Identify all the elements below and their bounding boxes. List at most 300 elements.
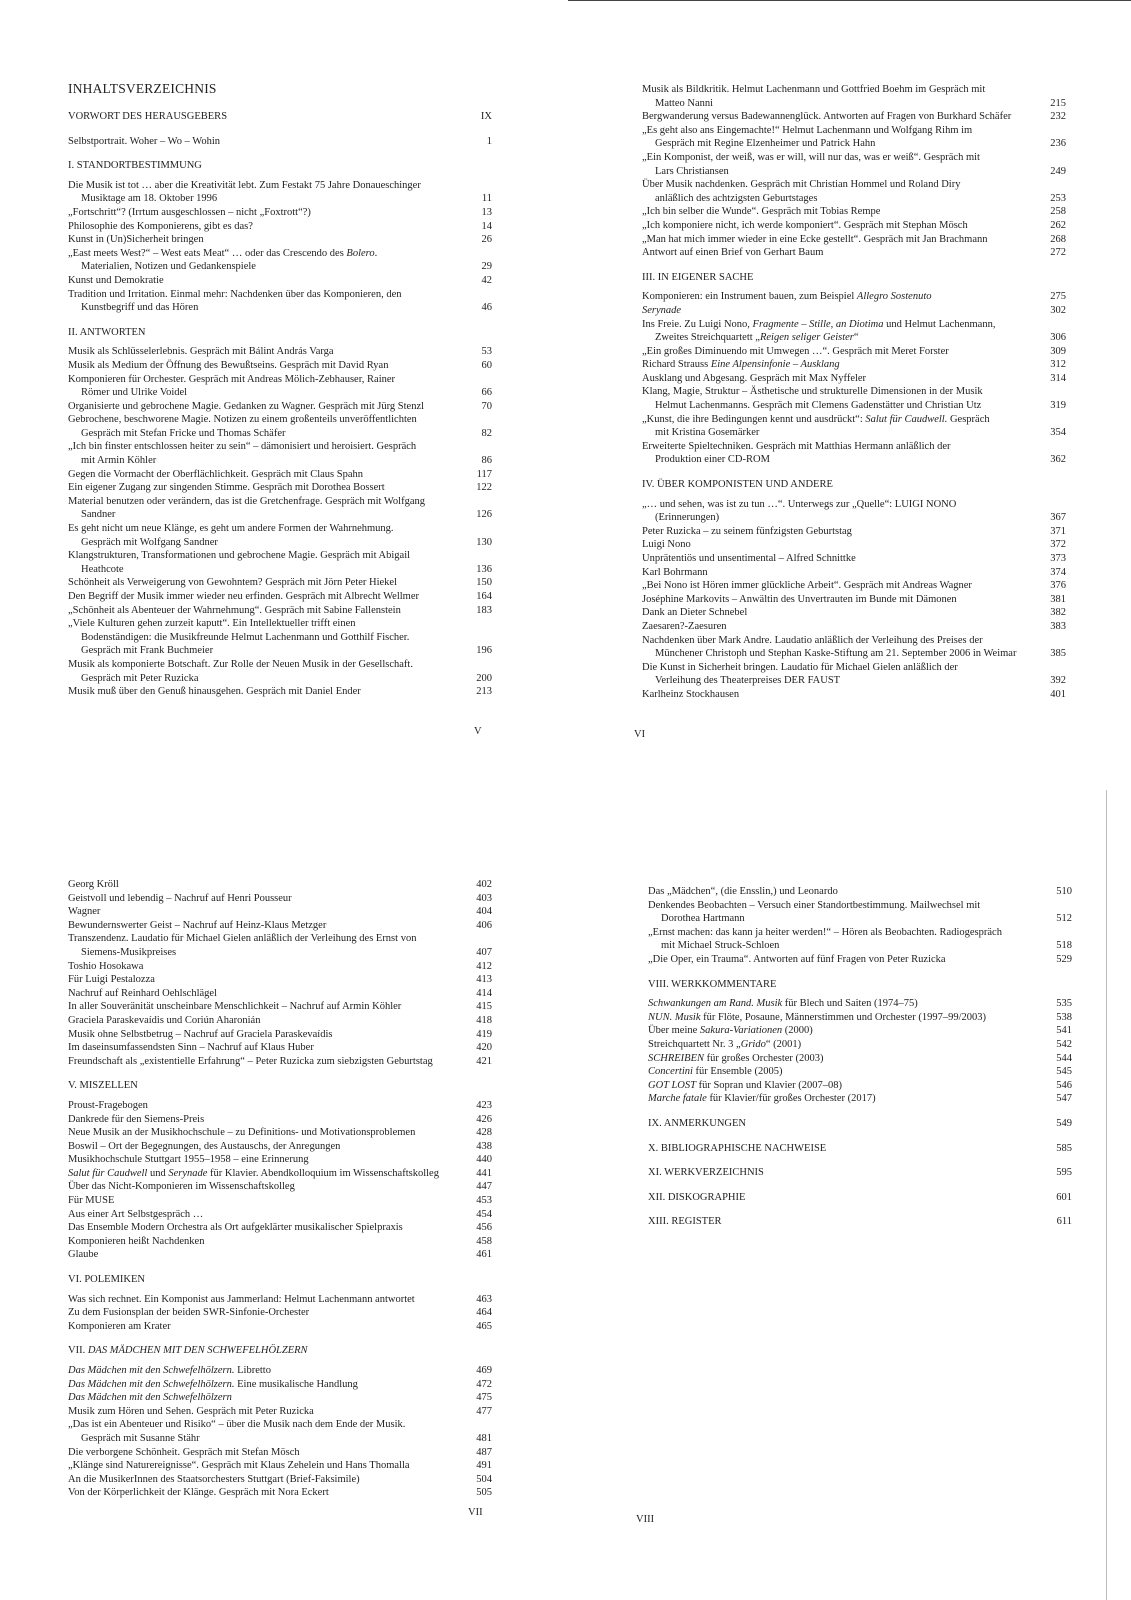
toc-entry (68, 878, 492, 892)
toc-entry-title (68, 206, 462, 220)
section-heading-label: VORWORT DES HERAUSGEBERS (68, 111, 228, 122)
toc-entry-text-part: Das Mädchen mit den Schwefelhölzern. (68, 1365, 235, 1376)
toc-entry-text-part: Musik als Medium der Öffnung des Bewußtseins. Gespräch mit David Ryan (68, 359, 389, 371)
toc-entry-text-part: Tradition und Irritation. Einmal mehr: Nachdenken über das Komponieren, den (68, 288, 402, 300)
toc-entry (68, 1235, 492, 1249)
section-heading-label: V. MISZELLEN (68, 1080, 138, 1092)
toc-entry-title (68, 1140, 462, 1154)
toc-entry (68, 135, 492, 149)
toc-entry-title (68, 1364, 462, 1378)
toc-entry-line (68, 220, 454, 234)
section-heading (648, 1166, 1072, 1180)
toc-entry-continuation (648, 939, 1034, 953)
toc-entry-title (68, 878, 462, 892)
section-heading-text (648, 1166, 1042, 1180)
toc-section (68, 1273, 492, 1333)
toc-entry-text-part: Luigi Nono (642, 539, 691, 551)
toc-entry-text-part: Siemens-Musikpreises (81, 946, 177, 958)
toc-entry-continuation (68, 386, 454, 400)
toc-entry-text-part: Im daseinsumfassendsten Sinn – Nachruf auf Klaus Huber (68, 1042, 314, 1054)
toc-entry (642, 290, 1066, 304)
toc-entry (642, 318, 1066, 345)
section-heading-label: VI. POLEMIKEN (68, 1274, 145, 1286)
toc-entry-text-part: Kunstbegriff und das Hören (81, 302, 199, 314)
toc-entry-title (648, 1065, 1042, 1079)
toc-entry-text-part: „Das ist ein Abenteuer und Risiko“ – über die Musik nach dem Ende der Musik. (68, 1419, 406, 1431)
toc-entry-text-part: Joséphine Markovits – Anwältin des Unvertrauten im Bunde mit Dämonen (642, 593, 957, 605)
toc-entry (642, 440, 1066, 467)
toc-entry-text-part: „Ein großes Diminuendo mit Umwegen …“. Gespräch mit Meret Forster (642, 345, 949, 357)
toc-entry-title (68, 987, 462, 1001)
toc-page-number: 418 (476, 1014, 492, 1026)
toc-section (648, 885, 1072, 967)
toc-entry-line (648, 926, 1034, 940)
toc-page-number: 458 (476, 1235, 492, 1247)
toc-page-number: 130 (476, 536, 492, 548)
toc-entry-line (648, 1065, 1034, 1079)
toc-entry-line (642, 233, 1028, 247)
toc-section (648, 1166, 1072, 1180)
toc-entry (68, 345, 492, 359)
toc-page-number: 150 (476, 577, 492, 589)
toc-entry (68, 1208, 492, 1222)
toc-entry-continuation (68, 536, 454, 550)
toc-entry (68, 1221, 492, 1235)
toc-entry-text-part: Komponieren für Orchester. Gespräch mit Andreas Mölich-Zebhauser, Rainer (68, 373, 396, 385)
toc-entry (68, 1028, 492, 1042)
toc-section (68, 135, 492, 149)
toc-entry (68, 413, 492, 440)
toc-entry-text-part: Georg Kröll (68, 879, 119, 890)
section-heading-text (68, 110, 462, 124)
scan-edge-top (568, 0, 1131, 1)
toc-entry-line (68, 522, 454, 536)
toc-entry-line (642, 661, 1028, 675)
section-heading-label: II. ANTWORTEN (68, 326, 146, 338)
toc-entry (642, 498, 1066, 525)
toc-page-number: 469 (476, 1365, 492, 1376)
toc-entry-text-part: Matteo Nanni (655, 97, 714, 109)
toc-entry (642, 579, 1066, 593)
toc-entry-line (68, 1099, 454, 1113)
toc-page-number: 504 (476, 1473, 492, 1485)
toc-entry-title (68, 973, 462, 987)
toc-entry-line (68, 973, 454, 987)
toc-entry-title (68, 1248, 462, 1262)
toc-page-number: 309 (1050, 345, 1066, 357)
toc-entry-text-part: Heathcote (81, 563, 124, 575)
toc-section (648, 1215, 1072, 1229)
toc-page-number: 481 (476, 1432, 492, 1444)
section-heading-text (642, 479, 833, 490)
toc-page-number: 512 (1056, 913, 1072, 925)
section-heading-label: XI. WERKVERZEICHNIS (648, 1167, 764, 1179)
toc-entry-text-part: und Helmut Lachenmann, (883, 318, 996, 330)
toc-entry-line (68, 685, 454, 699)
toc-entry (642, 385, 1066, 412)
toc-entry-title (648, 1079, 1042, 1093)
toc-entry (648, 885, 1072, 899)
toc-page-number: 456 (476, 1222, 492, 1234)
toc-entry-title (68, 288, 462, 315)
toc-entry (68, 1140, 492, 1154)
toc-entry-text-part: und (147, 1167, 169, 1179)
toc-entry (648, 1092, 1072, 1106)
toc-entry (642, 593, 1066, 607)
toc-entry-text-part: Gespräch mit Peter Ruzicka (81, 672, 199, 684)
toc-entry-text-part: Allegro Sostenuto (856, 291, 932, 303)
scan-edge-right (1106, 790, 1107, 1600)
toc-entry-text-part: für Flöte, Posaune, Männerstimmen und Orchester (1997–99/2003) (700, 1011, 986, 1023)
toc-entry (68, 1418, 492, 1445)
toc-entry-title (642, 233, 1036, 247)
toc-entry-text-part: Neue Musik an der Musikhochschule – zu Definitions- und Motivationsproblemen (68, 1127, 416, 1139)
toc-entry-title (642, 538, 1036, 552)
toc-entry-continuation (642, 137, 1028, 151)
toc-entry-text-part: Es geht nicht um neue Klänge, es geht um andere Formen der Wahrnehmung. (68, 523, 394, 535)
toc-entry-title (642, 579, 1036, 593)
toc-entry (68, 590, 492, 604)
toc-entry-text-part: für Klavier. Abendkolloquium im Wissenschaftskolleg (207, 1167, 439, 1179)
section-heading (648, 1215, 1072, 1229)
toc-entry-title (642, 634, 1036, 661)
toc-entry-title (642, 606, 1036, 620)
toc-page-number: 312 (1050, 359, 1066, 371)
toc-entry-line (68, 960, 454, 974)
toc-entry-line (642, 358, 1028, 372)
toc-entry-text-part: Das Mädchen mit den Schwefelhölzern (68, 1392, 232, 1404)
toc-entry-title (68, 1113, 462, 1127)
toc-entry-text-part: Streichquartett Nr. 3 „ (648, 1038, 741, 1050)
toc-entry-text-part: Gespräch mit Wolfgang Sandner (81, 536, 218, 548)
toc-entry-text-part: Material benutzen oder verändern, das ist die Gretchenfrage. Gespräch mit Wolfgang (68, 495, 425, 507)
toc-page-number: 413 (476, 974, 492, 986)
toc-entry-line (642, 219, 1028, 233)
toc-page-number: 461 (476, 1249, 492, 1261)
toc-entry-title (68, 576, 462, 590)
toc-entry-title (648, 1052, 1042, 1066)
toc-entry-text-part: Ins Freie. Zu Luigi Nono, (642, 318, 753, 330)
toc-entry (68, 1126, 492, 1140)
toc-entry-title (68, 440, 462, 467)
toc-entry-title (642, 151, 1036, 178)
toc-entry-line (68, 179, 454, 193)
toc-entry-text-part: Libretto (234, 1365, 271, 1376)
toc-page-number: 441 (476, 1167, 492, 1179)
toc-entry-text-part: anläßlich des achtzigsten Geburtstages (655, 192, 818, 204)
toc-page-number: 529 (1056, 953, 1072, 965)
toc-entry-title (642, 205, 1036, 219)
toc-entry-text-part: Concertini (648, 1066, 693, 1078)
toc-entry-line (648, 1011, 1034, 1025)
toc-entry-text-part: Philosophie des Komponierens, gibt es das? (68, 220, 253, 232)
toc-page-number: 136 (476, 563, 492, 575)
toc-entry-title (68, 685, 462, 699)
toc-entry-title (642, 318, 1036, 345)
toc-entry-title (642, 593, 1036, 607)
toc-entry-text-part: Toshio Hosokawa (68, 960, 144, 972)
section-heading-label: VIII. WERKKOMMENTARE (648, 978, 777, 990)
toc-entry-line (648, 1024, 1034, 1038)
toc-entry-text-part: Musik als Bildkritik. Helmut Lachenmann und Gottfried Boehm im Gespräch mit (642, 84, 986, 95)
toc-page-number: 428 (476, 1127, 492, 1139)
toc-entry-line (648, 1092, 1034, 1106)
toc-page-number: 454 (476, 1208, 492, 1220)
toc-entry-text-part: Dankrede für den Siemens-Preis (68, 1113, 205, 1125)
toc-entry-line (68, 1153, 454, 1167)
toc-entry-line (68, 233, 454, 247)
toc-page-number: 126 (476, 509, 492, 521)
section-heading-label: I. STANDORTBESTIMMUNG (68, 160, 202, 172)
toc-entry-title (68, 1000, 462, 1014)
toc-entry-line (68, 1014, 454, 1028)
toc-entry (68, 179, 492, 206)
toc-entry-title (68, 1221, 462, 1235)
toc-entry-text-part: Gespräch mit Frank Buchmeier (81, 645, 214, 657)
toc-entry (648, 953, 1072, 967)
toc-page-number: 164 (476, 591, 492, 602)
toc-entry-text-part: Musik muß über den Genuß hinausgehen. Gespräch mit Daniel Ender (68, 686, 361, 698)
page-number-vii: VII (468, 1507, 483, 1518)
toc-entry-line (642, 606, 1028, 620)
toc-entry-continuation (648, 912, 1034, 926)
toc-entry-title (642, 178, 1036, 205)
toc-entry-text-part: Musik ohne Selbstbetrug – Nachruf auf Graciela Paraskevaídis (68, 1028, 333, 1040)
toc-entry-text-part: Freundschaft als „existentielle Erfahrung“ – Peter Ruzicka zum siebzigsten Geburtstag (68, 1055, 433, 1067)
toc-entry (68, 495, 492, 522)
toc-entry-text-part: Komponieren heißt Nachdenken (68, 1235, 205, 1247)
toc-entry (68, 1364, 492, 1378)
toc-entry-continuation (642, 674, 1028, 688)
toc-entry-title (68, 1378, 462, 1392)
toc-entry-title (642, 525, 1036, 539)
toc-entry-line (68, 1126, 454, 1140)
toc-entry-text-part: mit Michael Struck-Schloen (661, 940, 780, 952)
toc-entry-title (68, 919, 462, 933)
toc-entry-text-part: Bewundernswerter Geist – Nachruf auf Heinz-Klaus Metzger (68, 919, 327, 931)
toc-page-number: 453 (476, 1195, 492, 1207)
toc-entry-line (642, 688, 1028, 702)
toc-entry-title (68, 1473, 462, 1487)
toc-entry-text-part: GOT LOST (648, 1079, 696, 1091)
section-heading-text (648, 1142, 1042, 1156)
toc-page-number: 314 (1050, 372, 1066, 384)
toc-entry (68, 1391, 492, 1405)
toc-entry-title (68, 1180, 462, 1194)
toc-entry-text-part: Über das Nicht-Komponieren im Wissenschaftskolleg (68, 1181, 295, 1193)
toc-page-number: 213 (476, 686, 492, 698)
toc-entry-text-part: „Ernst machen: das kann ja heiter werden!“ – Hören als Beobachten. Radiogespräch (648, 926, 1002, 938)
toc-entry-text-part: Wagner (68, 906, 101, 918)
toc-entry (648, 1024, 1072, 1038)
toc-entry-text-part: Dank an Dieter Schnebel (642, 607, 748, 619)
section-heading-text (68, 1274, 145, 1285)
toc-entry-text-part: Salut für Caudwell. (865, 413, 948, 425)
toc-entry-text-part: Graciela Paraskevaídis und Coriún Aharonián (68, 1014, 261, 1026)
section-page-number: 585 (1056, 1142, 1072, 1154)
toc-entry-title (68, 932, 462, 959)
toc-entry-line (68, 345, 454, 359)
toc-page-number: 440 (476, 1154, 492, 1166)
toc-entry-text-part: Reigen seliger Geister (759, 332, 854, 344)
toc-page-number: 268 (1050, 233, 1066, 245)
toc-entry-line (68, 1041, 454, 1055)
section-heading (648, 1191, 1072, 1205)
toc-page-number: 53 (481, 346, 492, 358)
toc-entry-text-part: Gespräch mit Susanne Stähr (81, 1432, 200, 1444)
toc-entry-line (648, 1038, 1034, 1052)
toc-page-viii (648, 885, 1072, 1240)
toc-entry-line (642, 498, 1028, 512)
toc-entry-continuation (642, 426, 1028, 440)
toc-entry (68, 1099, 492, 1113)
toc-section (648, 1142, 1072, 1156)
toc-page-number: 546 (1056, 1079, 1072, 1091)
toc-entry-continuation (68, 508, 454, 522)
toc-page-number: 414 (476, 987, 492, 999)
toc-entry (648, 926, 1072, 953)
toc-entry (68, 576, 492, 590)
toc-page-number: 412 (476, 960, 492, 972)
toc-entry-line (642, 205, 1028, 219)
toc-entry-title (68, 1208, 462, 1222)
toc-entry (68, 1113, 492, 1127)
toc-entry-title (68, 1055, 462, 1069)
toc-page-number: 86 (481, 455, 492, 467)
toc-entry-title (68, 1320, 462, 1334)
toc-entry-line (68, 1486, 454, 1500)
toc-entry-text-part: Sakura-Variationen (699, 1025, 783, 1037)
toc-entry-title (642, 440, 1036, 467)
toc-entry-line (648, 885, 1034, 899)
toc-entry-line (68, 1446, 454, 1460)
toc-entry-text-part: „Fortschritt“? (Irrtum ausgeschlossen – nicht „Foxtrott“?) (68, 206, 311, 218)
toc-entry-text-part: Schönheit als Verweigerung von Gewohntem? Gespräch mit Jörn Peter Hiekel (68, 577, 398, 589)
toc-entry-title (648, 926, 1042, 953)
toc-entry-title (68, 247, 462, 274)
toc-entry-text-part: Glaube (68, 1249, 99, 1261)
toc-entry-title (642, 83, 1036, 110)
toc-page-number: 545 (1056, 1066, 1072, 1078)
toc-entry-text-part: für Blech und Saiten (1974–75) (782, 998, 918, 1010)
toc-entry-text-part: Materialien, Notizen und Gedankenspiele (81, 261, 256, 273)
toc-entry-continuation (68, 631, 454, 645)
toc-entry (68, 206, 492, 220)
toc-entry (648, 1079, 1072, 1093)
toc-entry (68, 1446, 492, 1460)
toc-entry-text-part: für Ensemble (2005) (692, 1066, 783, 1078)
toc-entry (68, 373, 492, 400)
toc-page-number: 275 (1050, 291, 1066, 303)
section-heading (68, 326, 492, 340)
section-page-number: 611 (1056, 1216, 1072, 1228)
toc-entry-continuation (68, 427, 454, 441)
toc-entry-line (648, 899, 1034, 913)
section-heading-text (68, 1345, 308, 1356)
toc-section (68, 1344, 492, 1500)
section-heading-text (68, 327, 146, 338)
toc-entry-text-part: Boswil – Ort der Begegnungen, des Austauschs, der Anregungen (68, 1140, 341, 1152)
toc-entry-title (68, 892, 462, 906)
toc-entry-text-part: Dorothea Hartmann (661, 913, 745, 925)
toc-page-number: 46 (481, 302, 492, 314)
toc-entry-text-part: Zaesaren?-Zaesuren (642, 620, 727, 632)
toc-page-number: 463 (476, 1293, 492, 1305)
toc-entry-text-part: Gespräch mit Stefan Fricke und Thomas Schäfer (81, 427, 286, 439)
toc-entry-continuation (642, 331, 1028, 345)
section-heading (68, 1273, 492, 1287)
toc-entry-title (642, 498, 1036, 525)
toc-entry-continuation (68, 454, 454, 468)
toc-entry-title (642, 385, 1036, 412)
toc-entry-text-part: Marche fatale (648, 1093, 707, 1105)
toc-entry-continuation (68, 1432, 454, 1446)
toc-page-number: 438 (476, 1140, 492, 1152)
toc-entry-continuation (68, 260, 454, 274)
toc-entry-title (68, 604, 462, 618)
section-heading-label: XIII. REGISTER (648, 1216, 722, 1228)
page-number-vi: VI (634, 729, 646, 740)
toc-page-number: 382 (1050, 607, 1066, 619)
toc-entry-line (68, 905, 454, 919)
toc-entry-line (68, 1000, 454, 1014)
toc-page-number: 385 (1050, 648, 1066, 660)
toc-entry-line (642, 634, 1028, 648)
toc-page-number: 541 (1056, 1025, 1072, 1037)
toc-entry-title (68, 359, 462, 373)
toc-entry-line (68, 135, 454, 149)
toc-entry-title (68, 1028, 462, 1042)
toc-entry-title (642, 290, 1036, 304)
toc-page-number: 535 (1056, 998, 1072, 1010)
toc-page-number: 465 (476, 1320, 492, 1332)
toc-page-number: 402 (476, 879, 492, 890)
toc-entry (68, 1000, 492, 1014)
toc-entry-title (68, 373, 462, 400)
toc-section (648, 978, 1072, 1106)
toc-entry-continuation (68, 563, 454, 577)
toc-entry-line (68, 549, 454, 563)
toc-entry-title (68, 1306, 462, 1320)
section-heading (648, 978, 1072, 992)
toc-entry-text-part: Die Kunst in Sicherheit bringen. Laudatio für Michael Gielen anläßlich der (642, 661, 958, 673)
toc-entry (68, 604, 492, 618)
toc-page-number: 196 (476, 645, 492, 657)
toc-entry-text-part: mit Armin Köhler (81, 455, 157, 467)
toc-entry-text-part: für Klavier/für großes Orchester (2017) (706, 1093, 876, 1105)
toc-entry-text-part: „Ein Komponist, der weiß, was er will, will nur das, was er weiß“. Gespräch mit (642, 151, 980, 163)
toc-entry (68, 468, 492, 482)
toc-entry (642, 358, 1066, 372)
toc-entry-text-part: „Klänge sind Naturereignisse“. Gespräch mit Klaus Zehelein und Hans Thomalla (68, 1460, 410, 1472)
toc-entry-continuation (642, 165, 1028, 179)
toc-page-number: 404 (476, 906, 492, 918)
toc-entry-title (68, 1167, 462, 1181)
toc-entry-text-part: für großes Orchester (2003) (704, 1052, 824, 1064)
toc-entry (648, 899, 1072, 926)
toc-entry-line (68, 1167, 454, 1181)
toc-entry-line (68, 1208, 454, 1222)
toc-page-number: 544 (1056, 1052, 1072, 1064)
section-heading-text (68, 160, 202, 171)
toc-page-number: 392 (1050, 675, 1066, 687)
toc-entry (642, 345, 1066, 359)
toc-entry-line (68, 495, 454, 509)
toc-entry (642, 124, 1066, 151)
toc-entry-text-part: Klang, Magie, Struktur – Ästhetische und strukturelle Dimensionen in der Musik (642, 386, 983, 398)
toc-entry-title (68, 233, 462, 247)
toc-entry-line (642, 552, 1028, 566)
